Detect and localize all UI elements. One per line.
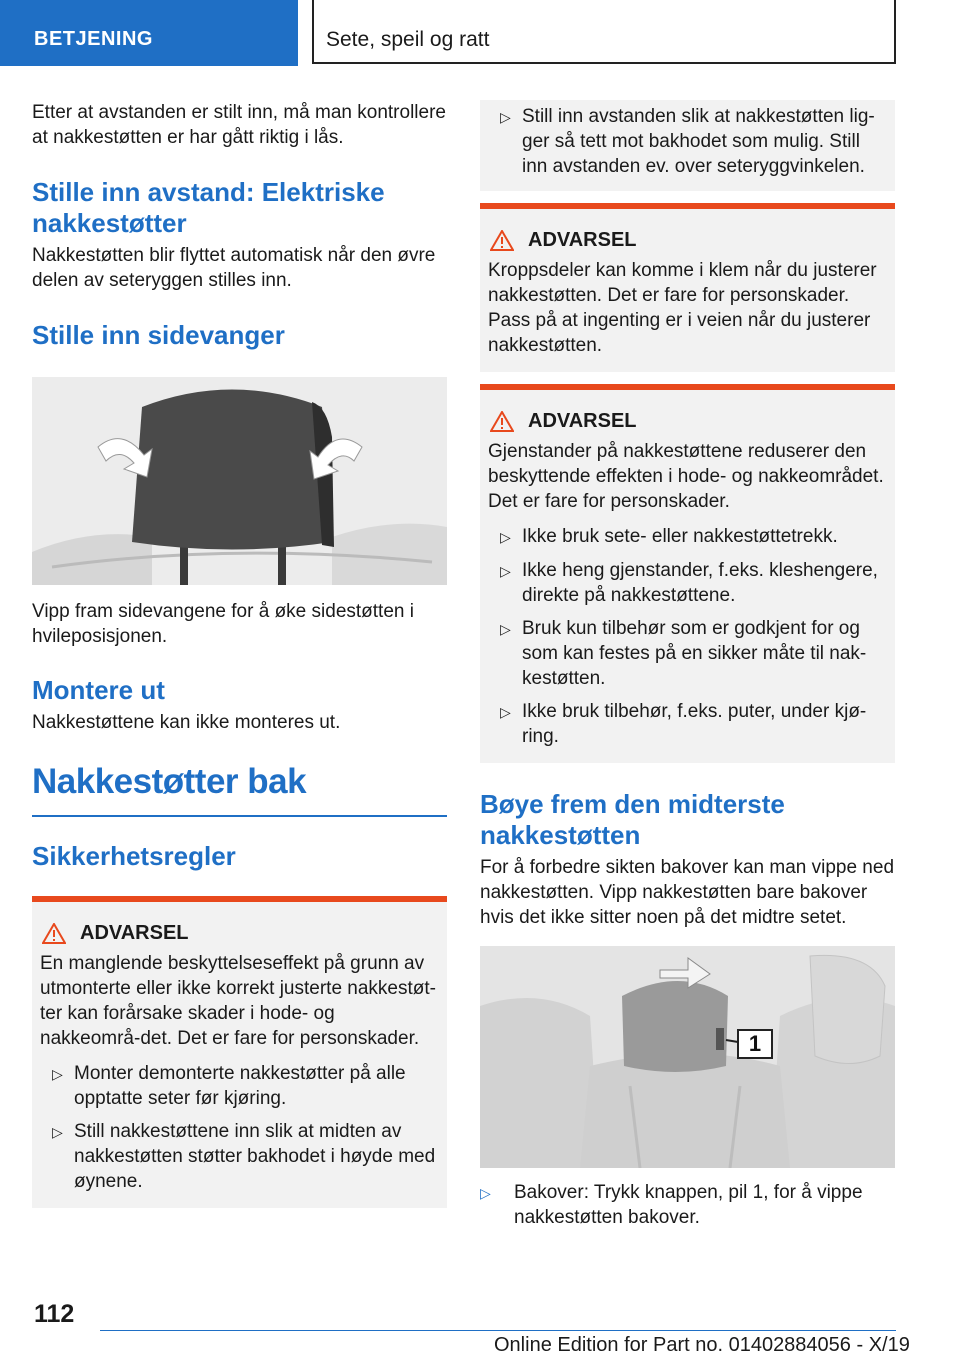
warning-text: En manglende beskyttelseseffekt på grunn av utmonterte eller ikke korrekt justerte nakkestøt-ter kan forårsake skader i hode- og nakkeområ-det. Det er fare for personskader. xyxy=(40,953,436,1049)
warning-triangle-icon xyxy=(490,411,514,432)
intro-paragraph: Etter at avstanden er stilt inn, må man kontrollere at nakkestøtten er har gått riktig i lås. xyxy=(32,102,446,148)
list-item-text: Ikke bruk sete- eller nakkestøttetrekk. xyxy=(522,526,838,547)
warning-title-text: ADVARSEL xyxy=(528,229,637,251)
rear-seat-illustration xyxy=(480,946,895,1168)
list-item xyxy=(488,699,885,749)
page-number: 112 xyxy=(34,1300,75,1328)
triangle-bullet-icon: ▷ xyxy=(52,1124,63,1140)
warning-text: Gjenstander på nakkestøttene reduserer den beskyttende effekten i hode- og nakkeområdet. Det er fare for personskader. xyxy=(488,441,884,512)
list-item-text: Bruk kun tilbehør som er godkjent for og som kan festes på en sikker måte til nak-kestøtten. xyxy=(522,618,867,689)
triangle-bullet-icon: ▷ xyxy=(480,1185,491,1201)
warning-box-1 xyxy=(32,896,447,1208)
edition-text: Online Edition for Part no. 01402884056 - X/19 xyxy=(494,1334,910,1356)
list-item-text: Bakover: Trykk knappen, pil 1, for å vippe nakkestøtten bakover. xyxy=(514,1182,863,1228)
triangle-bullet-icon: ▷ xyxy=(500,621,511,637)
callout-number: 1 xyxy=(748,1031,762,1056)
list-item xyxy=(488,558,885,608)
triangle-bullet-icon: ▷ xyxy=(52,1066,63,1082)
list-item-text: Monter demonterte nakkestøtter på alle opptatte seter før kjøring. xyxy=(74,1063,406,1109)
warning-box-3 xyxy=(480,384,895,763)
footer-rule xyxy=(100,1330,896,1331)
headrest-side-image xyxy=(32,377,447,585)
triangle-bullet-icon: ▷ xyxy=(500,529,511,545)
heading-remove: Montere ut xyxy=(32,675,165,705)
warning-title-text: ADVARSEL xyxy=(80,922,189,944)
left-column xyxy=(32,100,447,1208)
list-item xyxy=(488,104,887,179)
warning-box-2 xyxy=(480,203,895,372)
warning-triangle-icon xyxy=(490,230,514,251)
chapter-title: Sete, speil og ratt xyxy=(312,0,896,64)
list-item-text: Still nakkestøttene inn slik at midten av nakkestøtten støtter bakhodet i høyde med øynene. xyxy=(74,1121,436,1192)
section-tab: BETJENING xyxy=(0,0,298,66)
paragraph-electric: Nakkestøtten blir flyttet automatisk når den øvre delen av seteryggen stilles inn. xyxy=(32,245,436,291)
warning-title xyxy=(490,410,885,433)
headrest-illustration xyxy=(32,377,447,585)
heading-electric: Stille inn avstand: Elektriske nakkestøtter xyxy=(32,177,385,238)
paragraph-remove: Nakkestøttene kan ikke monteres ut. xyxy=(32,712,341,733)
triangle-bullet-icon: ▷ xyxy=(500,563,511,579)
warning-text: Kroppsdeler kan komme i klem når du justerer nakkestøtten. Det er fare for personskader. Pass på at ingenting er i veien når du justerer nakkestøtten. xyxy=(488,260,877,356)
list-item-text: Ikke heng gjenstander, f.eks. kleshengere, direkte på nakkestøttene. xyxy=(522,560,878,606)
warning-title xyxy=(490,229,885,252)
heading-fold: Bøye frem den midterste nakkestøtten xyxy=(480,789,785,850)
list-item xyxy=(488,524,885,550)
list-item-text: Ikke bruk tilbehør, f.eks. puter, under kjø-ring. xyxy=(522,701,867,747)
triangle-bullet-icon: ▷ xyxy=(500,704,511,720)
heading-rule xyxy=(32,815,447,817)
right-column xyxy=(480,100,895,1230)
list-item xyxy=(40,1119,437,1194)
paragraph-fold: For å forbedre sikten bakover kan man vippe ned nakkestøtten. Vipp nakkestøtten bare bakover hvis det ikke sitter noen på det midtre setet. xyxy=(480,857,895,928)
warning-title xyxy=(42,922,437,945)
list-item-text: Still inn avstanden slik at nakkestøtten lig-ger så tett mot bakhodet som mulig. Still inn avstanden ev. over seteryggvinkelen. xyxy=(522,106,875,177)
list-item xyxy=(488,616,885,691)
list-item xyxy=(480,1180,895,1230)
paragraph-sides: Vipp fram sidevangene for å øke sidestøtten i hvileposisjonen. xyxy=(32,601,414,647)
rear-headrest-image xyxy=(480,946,895,1168)
continued-box xyxy=(480,100,895,191)
page-header xyxy=(0,0,960,66)
list-item xyxy=(40,1061,437,1111)
heading-sides: Stille inn sidevanger xyxy=(32,320,285,350)
warning-triangle-icon xyxy=(42,923,66,944)
warning-title-text: ADVARSEL xyxy=(528,410,637,432)
triangle-bullet-icon: ▷ xyxy=(500,109,511,125)
heading-safety: Sikkerhetsregler xyxy=(32,841,236,871)
heading-rear: Nakkestøtter bak xyxy=(32,762,307,801)
